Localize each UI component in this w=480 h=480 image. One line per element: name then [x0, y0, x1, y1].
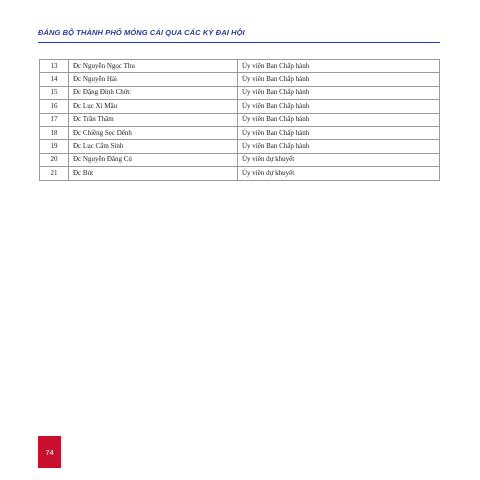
table-row: [40, 167, 440, 180]
member-role: Ủy viên dự khuyết: [238, 153, 440, 166]
member-name: Đc Đặng Đình Chức: [69, 86, 238, 99]
row-number: 16: [40, 100, 69, 113]
member-name: Đc Lục Cẩm Sinh: [69, 140, 238, 153]
table-row: [40, 100, 440, 113]
row-number: 15: [40, 86, 69, 99]
row-number: 13: [40, 60, 69, 73]
table-row: [40, 153, 440, 166]
member-role: Ủy viên Ban Chấp hành: [238, 60, 440, 73]
page-number: 74: [45, 447, 54, 457]
row-number: 18: [40, 126, 69, 139]
member-role: Ủy viên Ban Chấp hành: [238, 100, 440, 113]
running-header: ĐẢNG BỘ THÀNH PHỐ MÓNG CÁI QUA CÁC KỲ ĐẠI HỘI: [38, 28, 245, 37]
table-row: [40, 73, 440, 86]
row-number: 20: [40, 153, 69, 166]
member-name: Đc Nguyễn Đăng Củ: [69, 153, 238, 166]
member-role: Ủy viên dự khuyết: [238, 167, 440, 180]
table-row: [40, 140, 440, 153]
member-name: Đc Lục Xí Mầu: [69, 100, 238, 113]
table-row: [40, 126, 440, 139]
members-table: [39, 59, 440, 181]
table-row: [40, 60, 440, 73]
member-role: Ủy viên Ban Chấp hành: [238, 140, 440, 153]
page-number-box: [38, 436, 61, 468]
row-number: 17: [40, 113, 69, 126]
member-role: Ủy viên Ban Chấp hành: [238, 126, 440, 139]
row-number: 19: [40, 140, 69, 153]
member-name: Đc Trần Thâm: [69, 113, 238, 126]
member-name: Đc Chiềng Sẹc Dểnh: [69, 126, 238, 139]
member-role: Ủy viên Ban Chấp hành: [238, 73, 440, 86]
member-name: Đc Nguyễn Hải: [69, 73, 238, 86]
row-number: 21: [40, 167, 69, 180]
member-role: Ủy viên Ban Chấp hành: [238, 86, 440, 99]
table-row: [40, 86, 440, 99]
member-role: Ủy viên Ban Chấp hành: [238, 113, 440, 126]
table-row: [40, 113, 440, 126]
member-name: Đc Bút: [69, 167, 238, 180]
row-number: 14: [40, 73, 69, 86]
header-rule: [38, 42, 440, 43]
member-name: Đc Nguyễn Ngọc Thu: [69, 60, 238, 73]
